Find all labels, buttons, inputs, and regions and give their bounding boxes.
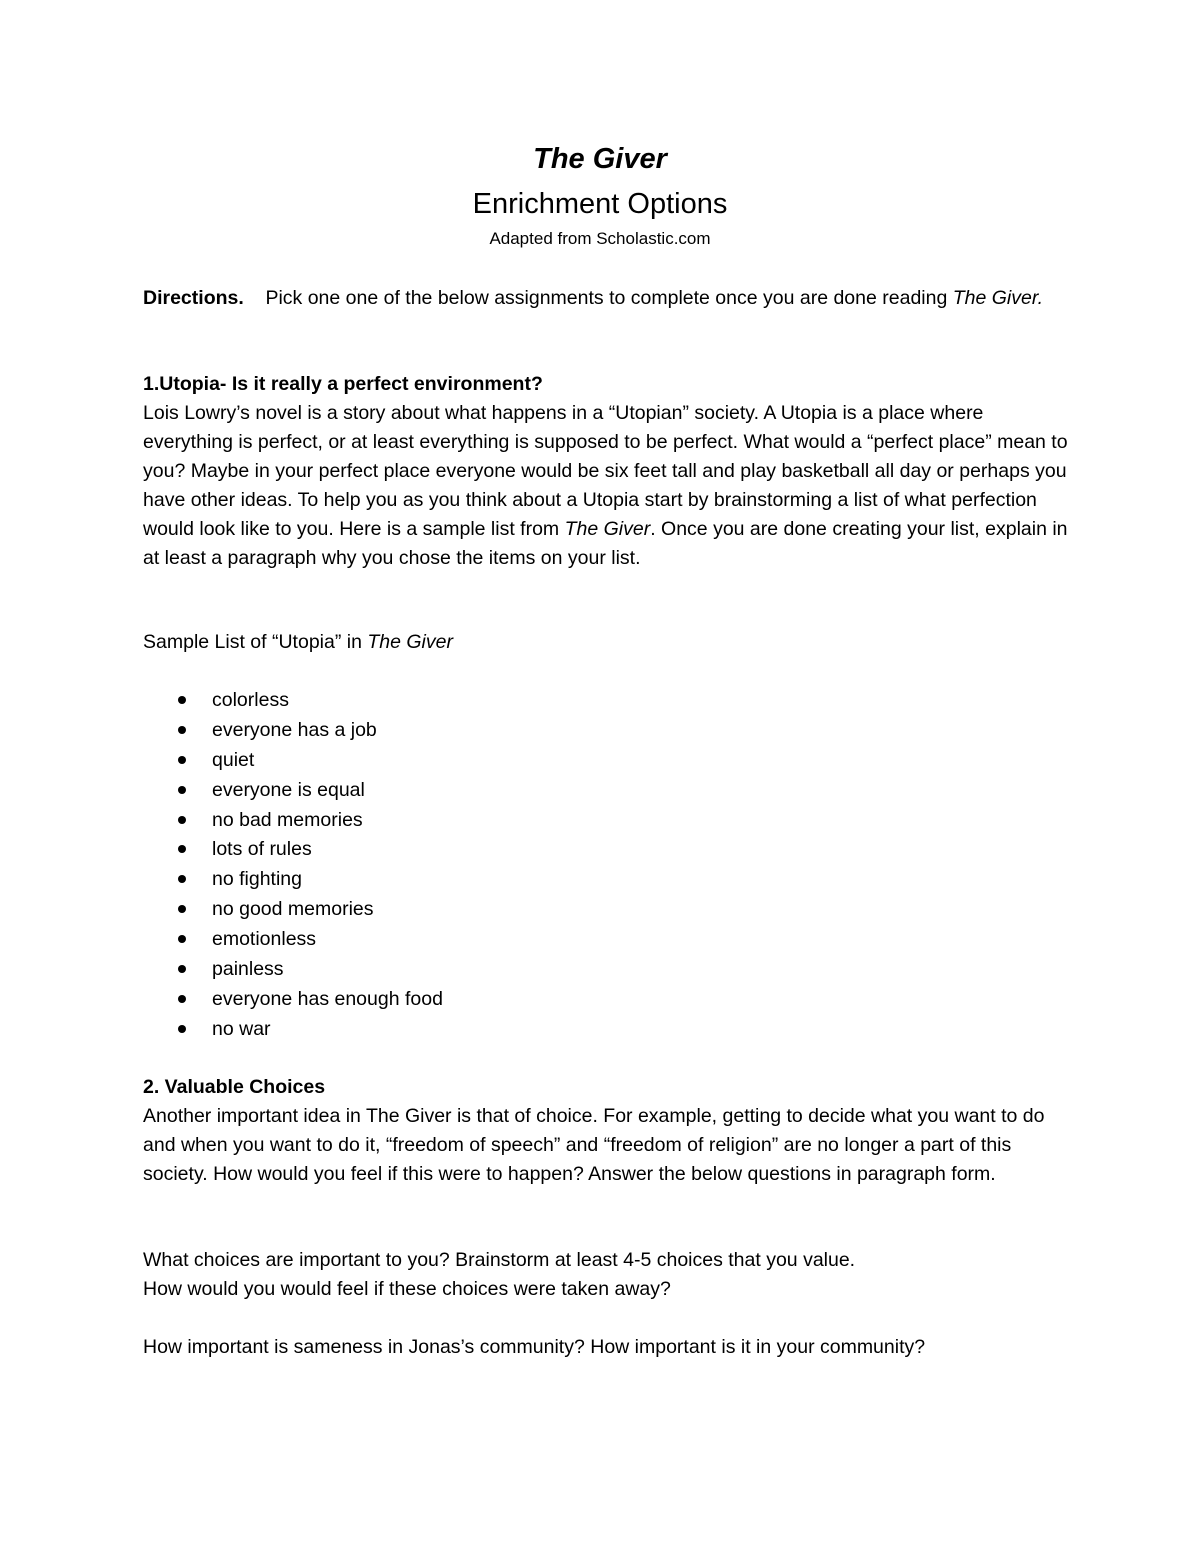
list-item-text: no war xyxy=(212,1017,271,1040)
bullet-icon xyxy=(178,935,186,943)
list-item xyxy=(143,955,743,985)
bullet-icon xyxy=(178,1025,186,1033)
question-2: How would you would feel if these choices were taken away? xyxy=(143,1278,671,1300)
bullet-icon xyxy=(178,756,186,764)
sameness-question xyxy=(143,1333,1073,1362)
question-1: What choices are important to you? Brainstorm at least 4-5 choices that you value. xyxy=(143,1249,856,1271)
bullet-icon xyxy=(178,726,186,734)
list-item xyxy=(143,895,743,925)
section-choices-heading: 2. Valuable Choices xyxy=(143,1076,326,1098)
directions-text: Pick one one of the below assignments to complete once you are done reading xyxy=(265,287,948,309)
bullet-icon xyxy=(178,786,186,794)
sample-list-label xyxy=(143,628,1073,657)
bullet-icon xyxy=(178,845,186,853)
section-valuable-choices xyxy=(143,1073,1073,1189)
utopia-bullet-list xyxy=(143,686,743,1045)
list-item-text: everyone has enough food xyxy=(212,987,443,1010)
directions-paragraph xyxy=(143,284,1073,313)
section-utopia-body: Lois Lowry’s novel is a story about what happens in a “Utopian” society. A Utopia is a place where everything is perfect, or at least everything is supposed to be perfect. What would a “perfect place” mean to you? Maybe in your perfect place everyone would be six feet tall and play basketball all day or perhaps you have other ideas. To help you as you think about a Utopia start by brainstorming a list of what perfection would look like to you. Here is a sample list from xyxy=(143,402,1068,540)
list-item xyxy=(143,746,743,776)
list-item-text: emotionless xyxy=(212,928,317,951)
list-item xyxy=(143,716,743,746)
bullet-icon xyxy=(178,816,186,824)
list-item xyxy=(143,865,743,895)
document-subtitle: Enrichment Options xyxy=(472,188,728,220)
directions-label: Directions. xyxy=(143,287,244,309)
list-item-text: quiet xyxy=(212,748,255,771)
bullet-icon xyxy=(178,875,186,883)
list-item xyxy=(143,985,743,1015)
list-item xyxy=(143,806,743,836)
section-utopia-heading: 1.Utopia- Is it really a perfect environment? xyxy=(143,373,543,395)
section-choices-body: Another important idea in The Giver is that of choice. For example, getting to decide what you want to do and when you want to do it, “freedom of speech” and “freedom of religion” are no longer a part of this society. How would you feel if this were to happen? Answer the below questions in paragraph form. xyxy=(143,1105,1045,1185)
choices-questions xyxy=(143,1246,1073,1304)
list-item-text: everyone has a job xyxy=(212,718,377,741)
question-3: How important is sameness in Jonas’s community? How important is it in your community? xyxy=(143,1336,926,1358)
list-item xyxy=(143,776,743,806)
sample-list-book-title: The Giver xyxy=(367,631,453,653)
list-item-text: no good memories xyxy=(212,898,374,921)
bullet-icon xyxy=(178,905,186,913)
list-item xyxy=(143,925,743,955)
section-utopia xyxy=(143,370,1073,573)
section-utopia-body-end: . Once you are done creating your list, explain in at least a paragraph why you chose the items on your list. xyxy=(143,518,1068,569)
source-credit: Adapted from Scholastic.com xyxy=(489,229,711,248)
bullet-icon xyxy=(178,696,186,704)
bullet-icon xyxy=(178,965,186,973)
sample-list-label-text: Sample List of “Utopia” in xyxy=(143,631,362,653)
document-title: The Giver xyxy=(533,143,667,175)
list-item xyxy=(143,1015,743,1045)
list-item-text: everyone is equal xyxy=(212,778,365,801)
list-item-text: no bad memories xyxy=(212,808,363,831)
list-item-text: lots of rules xyxy=(212,838,312,861)
directions-book-title: The Giver. xyxy=(952,287,1044,309)
list-item-text: painless xyxy=(212,958,284,981)
section-utopia-book-title: The Giver xyxy=(564,518,651,540)
list-item-text: no fighting xyxy=(212,868,302,891)
list-item xyxy=(143,686,743,716)
list-item xyxy=(143,835,743,865)
bullet-icon xyxy=(178,995,186,1003)
list-item-text: colorless xyxy=(212,689,289,711)
